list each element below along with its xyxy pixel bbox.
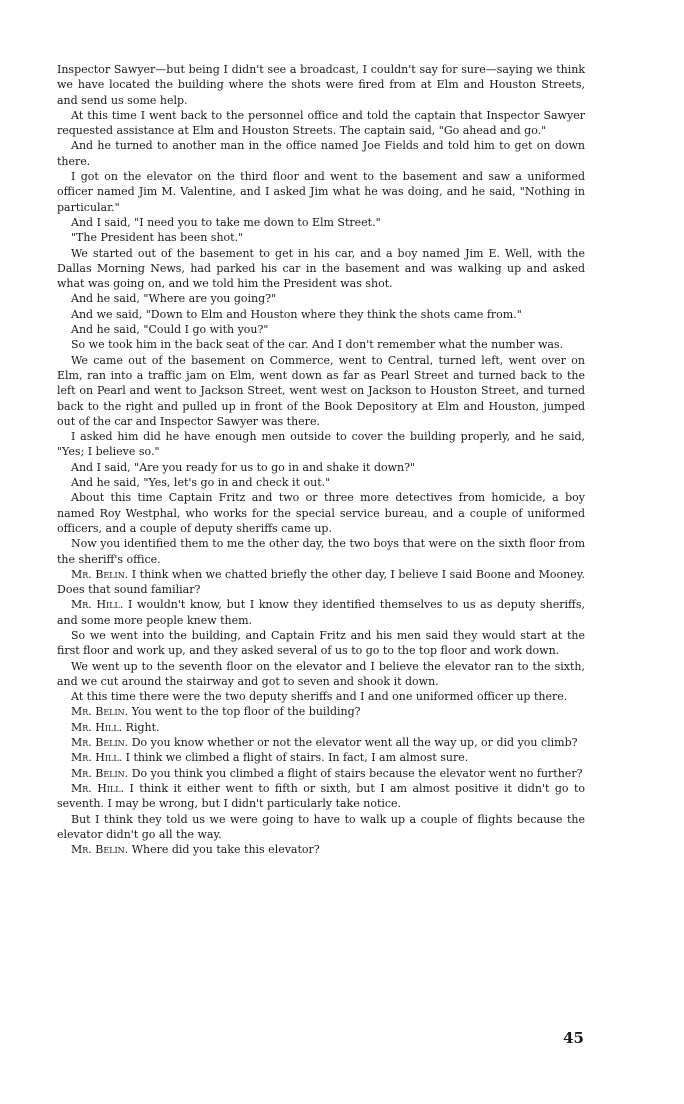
paragraph — [57, 475, 585, 490]
paragraph-text: You went to the top floor of the building? — [131, 705, 361, 719]
paragraph-text: We started out of the basement to get in his car, and a boy named Jim E. Well, with the Dallas Morning News, had parked his car in the basement and was walking up and asked what was going on, and we told him the President was shot. — [57, 246, 585, 291]
paragraph — [57, 353, 585, 429]
speaker-label: Mr. Belin. — [71, 567, 129, 581]
paragraph-text: And he said, "Where are you going?" — [71, 292, 277, 306]
paragraph — [57, 659, 585, 690]
paragraph-text: And he said, "Yes, let's go in and check it out." — [71, 476, 331, 490]
speaker-label: Mr. Hill. — [71, 598, 124, 612]
paragraph — [57, 291, 585, 306]
paragraph-text: So we took him in the back seat of the car. And I don't remember what the number was. — [71, 338, 564, 352]
paragraph-text: And I said, "Are you ready for us to go in and shake it down?" — [71, 460, 416, 474]
paragraph-text: Right. — [125, 720, 160, 734]
paragraph — [57, 689, 585, 704]
speaker-label: Mr. Hill. — [71, 751, 123, 765]
speaker-label: Mr. Belin. — [71, 705, 129, 719]
paragraph-text: Where did you take this elevator? — [131, 843, 320, 857]
paragraph-text: And he said, "Could I go with you?" — [71, 323, 269, 337]
paragraph-text: Do you think you climbed a flight of stairs because the elevator went no further? — [131, 766, 583, 780]
paragraph-text: We went up to the seventh floor on the elevator and I believe the elevator ran to the sixth, and we cut around the stairway and got to seven and shook it down. — [57, 659, 585, 688]
paragraph — [57, 215, 585, 230]
paragraph — [57, 62, 585, 108]
paragraph-text: At this time there were the two deputy sheriffs and I and one uniformed officer up there. — [71, 690, 568, 704]
paragraph-text: "The President has been shot." — [71, 231, 244, 245]
paragraph-text: We came out of the basement on Commerce, went to Central, turned left, went over on Elm, ran into a traffic jam on Elm, went down as far as Pearl Street and turned back to the left on Pearl and went to Jackson Street, went west on Jackson to Houston Street, and turned back to the right and pulled up in front of the Book Depository at Elm and Houston, jumped out of the car and Inspector Sawyer was there. — [57, 353, 585, 428]
paragraph — [57, 812, 585, 843]
paragraph — [57, 429, 585, 460]
paragraph-text: I think it either went to fifth or sixth, but I am almost positive it didn't go to seventh. I may be wrong, but I didn't particularly take notice. — [57, 781, 586, 811]
paragraph-text: And we said, "Down to Elm and Houston where they think the shots came from." — [71, 307, 522, 321]
paragraph — [57, 230, 585, 245]
paragraph-text: Do you know whether or not the elevator went all the way up, or did you climb? — [131, 736, 578, 750]
paragraph — [57, 307, 585, 322]
speaker-label: Mr. Belin. — [71, 766, 129, 780]
paragraph — [57, 536, 585, 567]
paragraph — [57, 108, 585, 139]
paragraph-text: At this time I went back to the personnel office and told the captain that Inspector Sawyer requested assistance at Elm and Houston Streets. The captain said, "Go ahead and go." — [57, 108, 585, 138]
paragraph-text: And he turned to another man in the office named Joe Fields and told him to get on down there. — [57, 139, 585, 168]
paragraph — [57, 735, 585, 750]
paragraph-text: But I think they told us we were going to have to walk up a couple of flights because the elevator didn't go all the way. — [57, 812, 585, 841]
speaker-label: Mr. Belin. — [71, 843, 129, 857]
paragraph-text: I think we climbed a flight of stairs. In fact, I am almost sure. — [125, 751, 469, 765]
paragraph-text: I asked him did he have enough men outside to cover the building properly, and he said, "Yes; I believe so." — [57, 430, 585, 459]
document-body — [57, 62, 585, 857]
paragraph — [57, 138, 585, 169]
speaker-label: Mr. Hill. — [71, 781, 125, 795]
paragraph — [57, 322, 585, 337]
paragraph-text: So we went into the building, and Captain Fritz and his men said they would start at the first floor and work up, and they asked several of us to go to the top floor and work down. — [57, 628, 585, 658]
paragraph-text: I got on the elevator on the third floor and went to the basement and saw a uniformed officer named Jim M. Valentine, and I asked Jim what he was doing, and he said, "Nothing in particular." — [57, 170, 585, 214]
paragraph-text: About this time Captain Fritz and two or three more detectives from homicide, a boy named Roy Westphal, who works for the special service bureau, and a couple of uniformed officers, and a couple of deputy sheriffs came up. — [57, 491, 585, 535]
paragraph — [57, 337, 585, 352]
paragraph — [57, 490, 585, 536]
paragraph — [57, 750, 585, 765]
speaker-label: Mr. Belin. — [71, 736, 129, 750]
paragraph — [57, 628, 585, 659]
paragraph — [57, 720, 585, 735]
paragraph-text: And I said, "I need you to take me down to Elm Street." — [71, 215, 381, 229]
paragraph — [57, 567, 585, 598]
paragraph — [57, 842, 585, 857]
paragraph — [57, 597, 585, 628]
paragraph-text: I wouldn't know, but I know they identified themselves to us as deputy sheriffs, and some more people knew them. — [57, 598, 586, 627]
paragraph — [57, 460, 585, 475]
paragraph-text: I think when we chatted briefly the other day, I believe I said Boone and Mooney. Does that sound familiar? — [57, 567, 585, 597]
paragraph — [57, 766, 585, 781]
paragraph — [57, 246, 585, 292]
page-number: 45 — [563, 1029, 584, 1047]
speaker-label: Mr. Hill. — [71, 720, 123, 734]
paragraph-text: Inspector Sawyer—but being I didn't see a broadcast, I couldn't say for sure—saying we think we have located the building where the shots were fired from at Elm and Houston Streets, and send us some help. — [57, 63, 585, 107]
paragraph — [57, 169, 585, 215]
paragraph-text: Now you identified them to me the other day, the two boys that were on the sixth floor from the sheriff's office. — [57, 537, 585, 566]
paragraph — [57, 704, 585, 719]
paragraph — [57, 781, 585, 812]
